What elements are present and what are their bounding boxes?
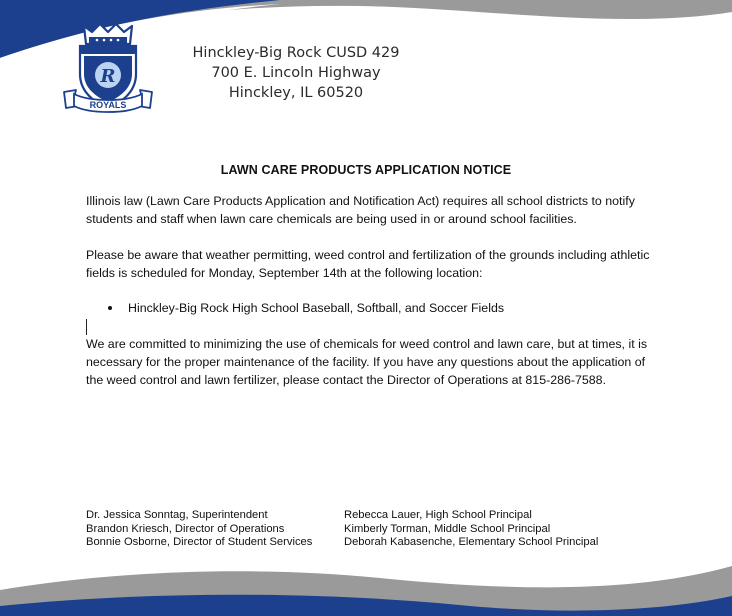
- signature-row: [86, 536, 686, 550]
- signature-superintendent: Dr. Jessica Sonntag, Superintendent: [86, 509, 268, 521]
- signature-row: [86, 509, 686, 523]
- letterhead-address: [176, 43, 416, 103]
- signature-block: [86, 509, 686, 550]
- notice-body: [86, 192, 661, 389]
- footer-wave-decoration: [0, 556, 732, 616]
- location-list: [86, 299, 661, 317]
- signature-director-student-services: Bonnie Osborne, Director of Student Services: [86, 536, 313, 549]
- signature-row: [86, 523, 686, 537]
- location-item: Hinckley-Big Rock High School Baseball, Softball, and Soccer Fields: [108, 299, 661, 317]
- notice-title: LAWN CARE PRODUCTS APPLICATION NOTICE: [220, 163, 512, 177]
- city-state-zip: Hinckley, IL 60520: [228, 85, 364, 101]
- street-address: 700 E. Lincoln Highway: [211, 65, 381, 81]
- signature-middle-school-principal: Kimberly Torman, Middle School Principal: [344, 522, 551, 535]
- text-cursor: [86, 319, 87, 335]
- district-name: Hinckley-Big Rock CUSD 429: [192, 45, 400, 61]
- paragraph-schedule: Please be aware that weather permitting, weed control and fertilization of the grounds including athletic fields is scheduled for Monday, September 14th at the following location:: [86, 248, 650, 280]
- logo-banner-text: ROYALS: [89, 100, 127, 110]
- signature-director-operations: Brandon Kriesch, Director of Operations: [86, 522, 285, 535]
- paragraph-commitment: We are committed to minimizing the use of chemicals for weed control and lawn care, but at times, it is necessary for the proper maintenance of the facility. If you have any questions about the application of the weed control and lawn fertilizer, please contact the Director of Operations at 815-286-7588.: [86, 337, 648, 387]
- signature-high-school-principal: Rebecca Lauer, High School Principal: [344, 509, 532, 521]
- signature-elementary-school-principal: Deborah Kabasenche, Elementary School Principal: [344, 536, 599, 549]
- royals-crest-logo: [60, 18, 156, 118]
- logo-monogram: R: [100, 66, 116, 87]
- paragraph-law: Illinois law (Lawn Care Products Application and Notification Act) requires all school districts to notify students and staff when lawn care chemicals are being used in or around school facilities.: [86, 194, 635, 226]
